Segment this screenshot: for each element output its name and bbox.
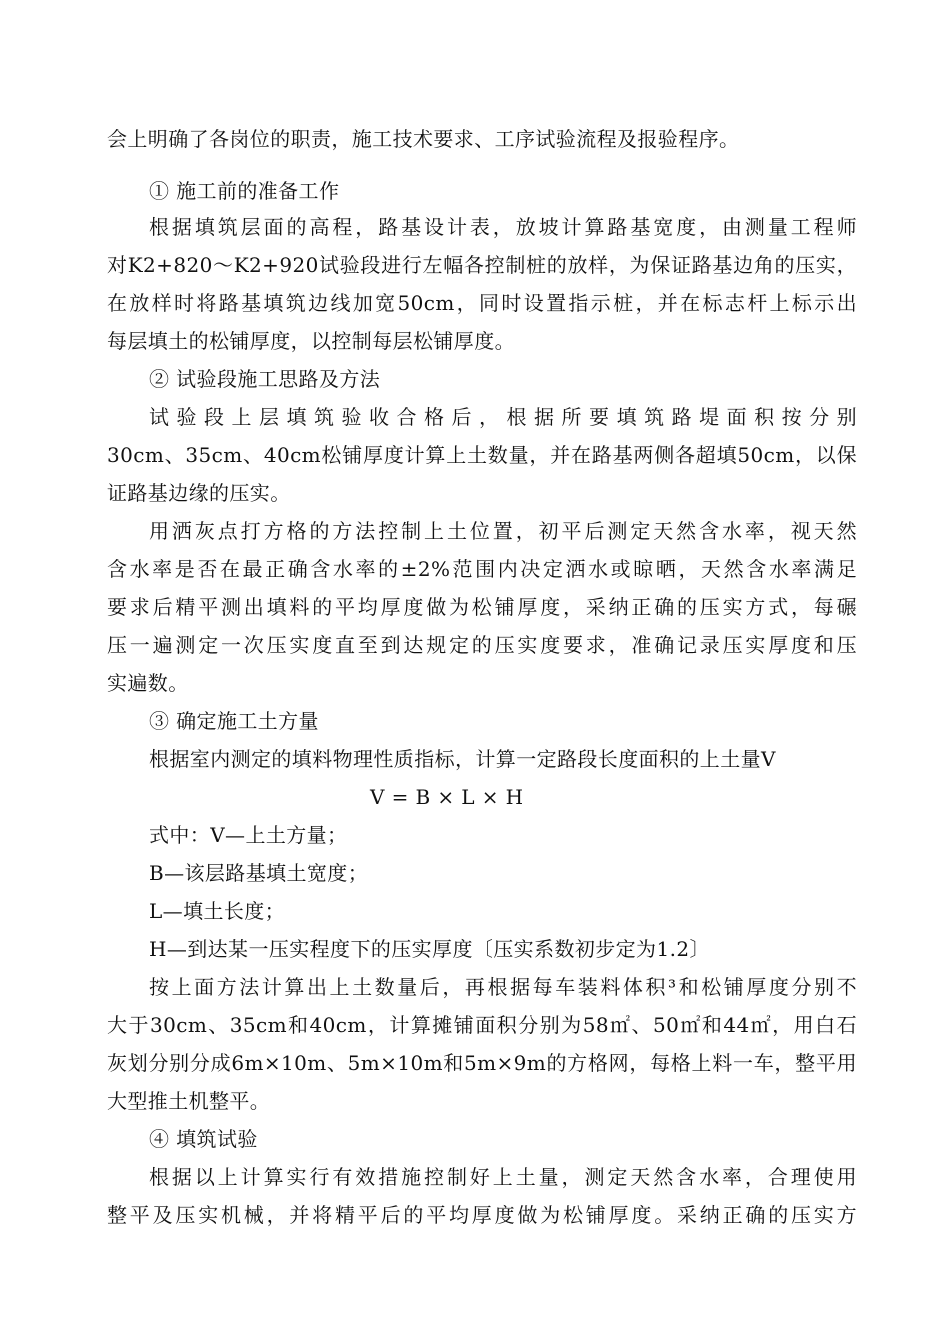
paragraph-line: 会上明确了各岗位的职责，施工技术要求、工序试验流程及报验程序。 — [107, 127, 740, 151]
paragraph-line: 每层填土的松铺厚度，以控制每层松铺厚度。 — [107, 329, 515, 353]
paragraph-line: 根据以上计算实行有效措施控制好上土量，测定天然含水率，合理使用 — [149, 1165, 857, 1189]
paragraph-line: 根据填筑层面的高程，路基设计表，放坡计算路基宽度，由测量工程师 — [149, 215, 857, 239]
formula-line: V = B × L × H — [370, 785, 524, 809]
paragraph-line: 证路基边缘的压实。 — [107, 481, 291, 505]
paragraph-line: 实遍数。 — [107, 671, 189, 695]
paragraph-line: 要求后精平测出填料的平均厚度做为松铺厚度，采纳正确的压实方式，每碾 — [107, 595, 857, 619]
section-heading: ③ 确定施工土方量 — [149, 709, 319, 733]
paragraph-line: 整平及压实机械，并将精平后的平均厚度做为松铺厚度。采纳正确的压实方 — [107, 1203, 857, 1227]
paragraph-line: 试验段上层填筑验收合格后，根据所要填筑路堤面积按分别 — [149, 405, 857, 429]
paragraph-line: 对K2+820～K2+920试验段进行左幅各控制桩的放样，为保证路基边角的压实， — [107, 253, 857, 277]
paragraph-line: 按上面方法计算出上土数量后，再根据每车装料体积³和松铺厚度分别不 — [149, 975, 857, 999]
definition-line: L—填土长度； — [149, 899, 286, 923]
definition-line: B—该层路基填土宽度； — [149, 861, 369, 885]
paragraph-line: 根据室内测定的填料物理性质指标，计算一定路段长度面积的上土量V — [149, 747, 776, 771]
definition-line: H—到达某一压实程度下的压实厚度〔压实系数初步定为1.2〕 — [149, 937, 710, 961]
paragraph-line: 大于30cm、35cm和40cm，计算摊铺面积分别为58㎡、50㎡和44㎡，用白石 — [107, 1013, 857, 1037]
paragraph-line: 含水率是否在最正确含水率的±2%范围内决定洒水或晾晒，天然含水率满足 — [107, 557, 857, 581]
paragraph-line: 在放样时将路基填筑边线加宽50cm，同时设置指示桩，并在标志杆上标示出 — [107, 291, 857, 315]
paragraph-line: 灰划分别分成6m×10m、5m×10m和5m×9m的方格网，每格上料一车，整平用 — [107, 1051, 857, 1075]
section-heading: ① 施工前的准备工作 — [149, 179, 340, 203]
definition-line: 式中：V—上土方量； — [149, 823, 348, 847]
paragraph-line: 用洒灰点打方格的方法控制上土位置，初平后测定天然含水率，视天然 — [149, 519, 857, 543]
paragraph-line: 30cm、35cm、40cm松铺厚度计算上土数量，并在路基两侧各超填50cm，以保 — [107, 443, 857, 467]
section-heading: ② 试验段施工思路及方法 — [149, 367, 381, 391]
paragraph-line: 大型推土机整平。 — [107, 1089, 271, 1113]
section-heading: ④ 填筑试验 — [149, 1127, 258, 1151]
paragraph-line: 压一遍测定一次压实度直至到达规定的压实度要求，准确记录压实厚度和压 — [107, 633, 857, 657]
